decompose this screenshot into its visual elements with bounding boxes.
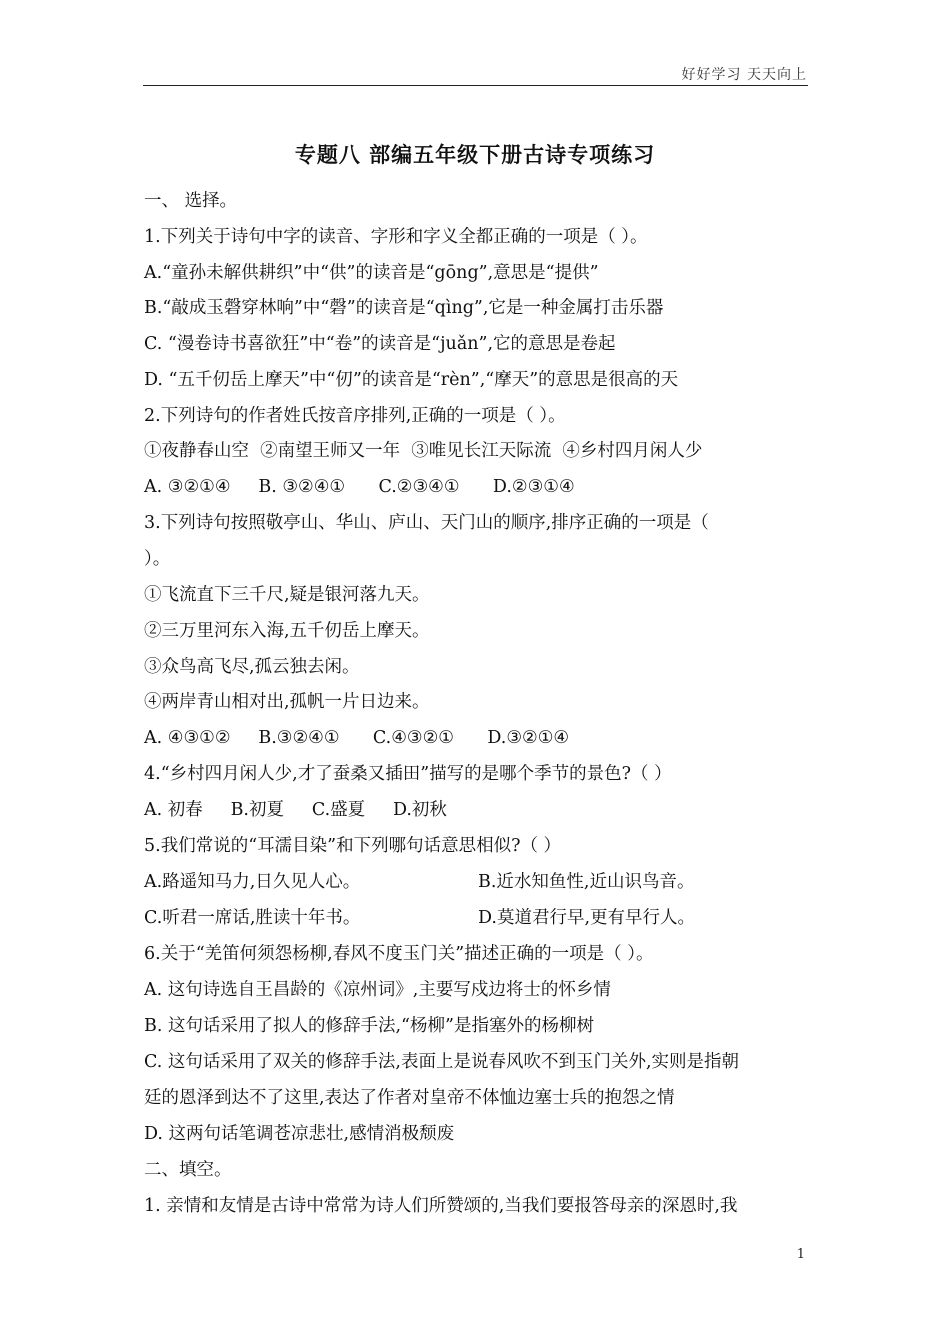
q5-option-b: B.近水知鱼性,近山识鸟音。 [478,872,695,892]
q2-items: ①夜静春山空 ②南望王师又一年 ③唯见长江天际流 ④乡村四月闲人少 [144,441,703,461]
q5-stem: 5.我们常说的“耳濡目染”和下列哪句话意思相似?（ ） [144,836,562,856]
q5-option-c: C.听君一席话,胜读十年书。 [144,908,361,928]
q5-options-row2 [144,906,809,930]
page-number: 1 [796,1247,805,1262]
q3-item-4: ④两岸青山相对出,孤帆一片日边来。 [144,692,430,712]
q6-option-d: D. 这两句话笔调苍凉悲壮,感情消极颓废 [144,1124,455,1144]
q3-item-1: ①飞流直下三千尺,疑是银河落九天。 [144,585,430,605]
q6-option-a: A. 这句诗选自王昌龄的《凉州词》,主要写戍边将士的怀乡情 [144,980,611,1000]
q1-stem: 1.下列关于诗句中字的读音、字形和字义全都正确的一项是（ ）。 [144,227,648,247]
header-rule [143,85,808,86]
q6-stem: 6.关于“羌笛何须怨杨柳,春风不度玉门关”描述正确的一项是（ ）。 [144,944,654,964]
q5-options-row1 [144,870,809,894]
section2-heading: 二、填空。 [144,1160,232,1180]
q2-options: A. ③②①④ B. ③②④① C.②③④① D.②③①④ [144,477,575,497]
q6-option-c-line1: C. 这句话采用了双关的修辞手法,表面上是说春风吹不到玉门关外,实则是指朝 [144,1052,740,1072]
q3-stem-line1: 3.下列诗句按照敬亭山、华山、庐山、天门山的顺序,排序正确的一项是（ [144,513,709,533]
q1-option-d: D. “五千仞岳上摩天”中“仞”的读音是“rèn”,“摩天”的意思是很高的天 [144,370,679,390]
q5-option-a: A.路遥知马力,日久见人心。 [144,872,361,892]
page-title: 专题八 部编五年级下册古诗专项练习 [294,142,656,167]
q4-stem: 4.“乡村四月闲人少,才了蚕桑又插田”描写的是哪个季节的景色?（ ） [144,764,672,784]
q3-item-3: ③众鸟高飞尽,孤云独去闲。 [144,657,360,677]
q1-option-b: B.“敲成玉磬穿林响”中“磬”的读音是“qìng”,它是一种金属打击乐器 [144,298,664,318]
q4-options: A. 初春 B.初夏 C.盛夏 D.初秋 [144,800,447,820]
q3-options: A. ④③①② B.③②④① C.④③②① D.③②①④ [144,728,570,748]
section1-heading: 一、 选择。 [144,191,238,211]
q6-option-c-line2: 廷的恩泽到达不了这里,表达了作者对皇帝不体恤边塞士兵的抱怨之情 [144,1088,675,1108]
q1-option-a: A.“童孙未解供耕织”中“供”的读音是“gōng”,意思是“提供” [144,263,599,283]
q1-option-c: C. “漫卷诗书喜欲狂”中“卷”的读音是“juǎn”,它的意思是卷起 [144,334,616,354]
section2-q1-line1: 1. 亲情和友情是古诗中常常为诗人们所赞颂的,当我们要报答母亲的深恩时,我 [144,1196,738,1216]
q3-stem-line2: ）。 [144,549,171,569]
q3-item-2: ②三万里河东入海,五千仞岳上摩天。 [144,621,430,641]
header-motto: 好好学习 天天向上 [681,67,807,83]
q5-option-d: D.莫道君行早,更有早行人。 [478,908,696,928]
q2-stem: 2.下列诗句的作者姓氏按音序排列,正确的一项是（ ）。 [144,406,566,426]
q6-option-b: B. 这句话采用了拟人的修辞手法,“杨柳”是指塞外的杨柳树 [144,1016,594,1036]
